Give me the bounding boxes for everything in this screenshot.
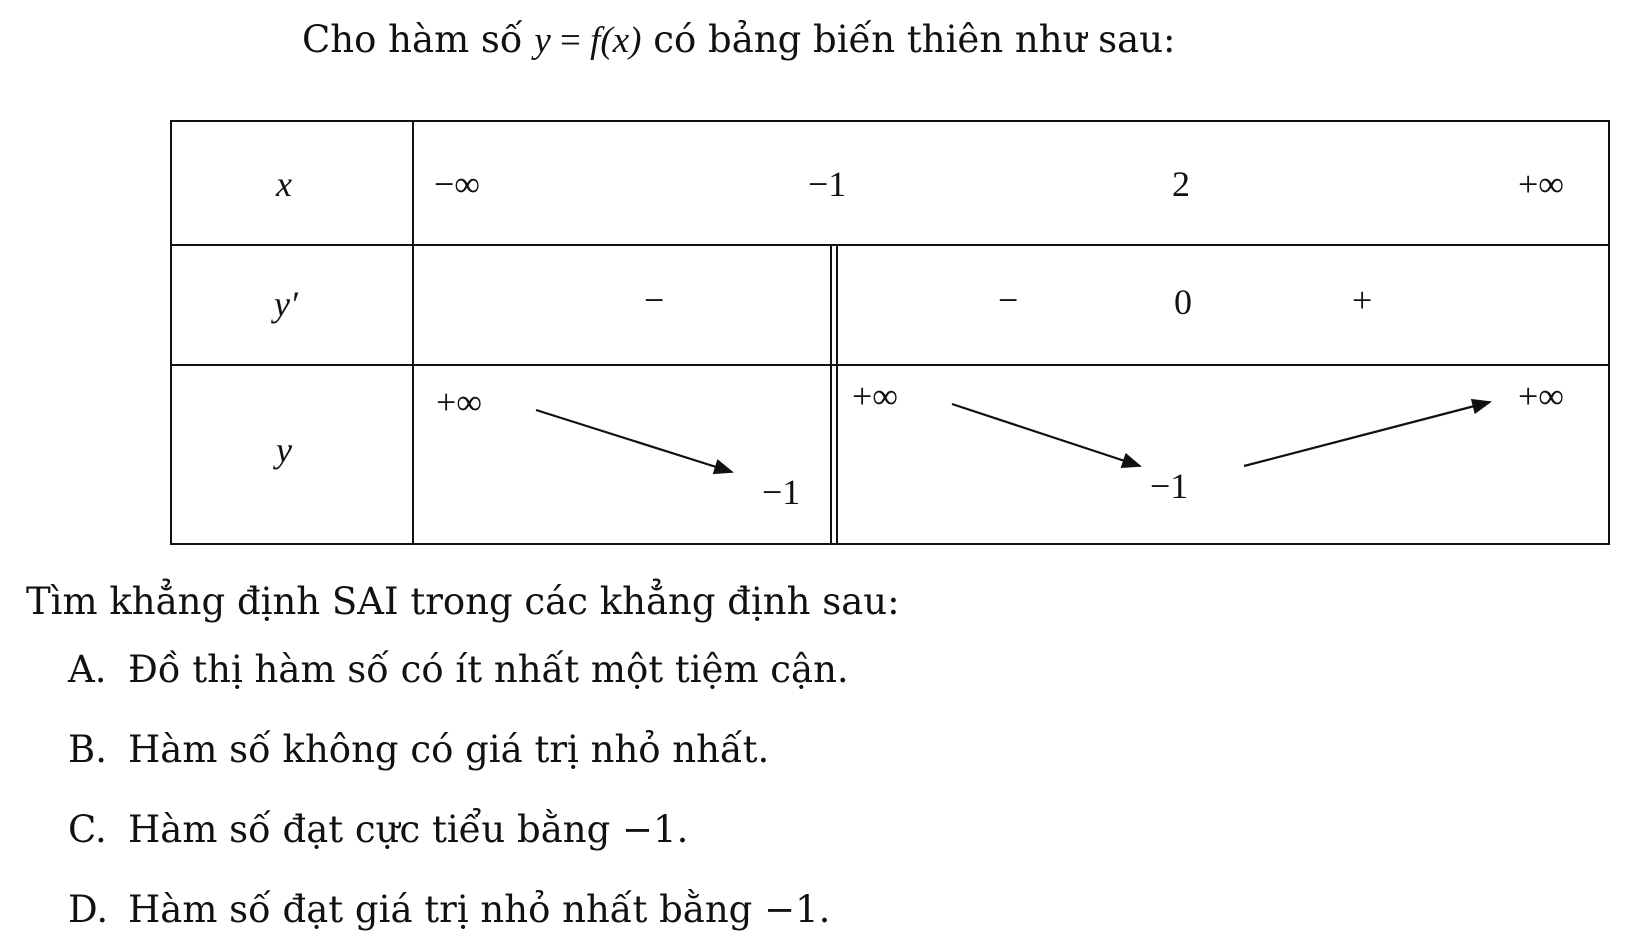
intro-prefix: Cho hàm số xyxy=(302,18,535,61)
increasing-arrow xyxy=(1244,402,1490,466)
derivative-sign-2: − xyxy=(998,280,1019,320)
variation-arrows xyxy=(172,122,1612,547)
option-b-text: Hàm số không có giá trị nhỏ nhất. xyxy=(128,728,770,771)
y-value-right-top-right: +∞ xyxy=(1518,376,1564,416)
question-text: Tìm khẳng định SAI trong các khẳng định sau: xyxy=(26,580,900,623)
option-a[interactable] xyxy=(68,648,849,691)
y-value-right-top-left: +∞ xyxy=(852,376,898,416)
intro-func-arg: (x) xyxy=(600,20,642,61)
x-value-neg-1: −1 xyxy=(808,164,847,204)
option-c-letter: C. xyxy=(68,808,107,851)
y-value-left-bottom: −1 xyxy=(762,472,801,512)
derivative-zero: 0 xyxy=(1174,282,1192,322)
option-c-text: Hàm số đạt cực tiểu bằng −1. xyxy=(128,808,689,851)
intro-suffix: có bảng biến thiên như sau: xyxy=(641,18,1176,61)
option-a-letter: A. xyxy=(68,648,107,691)
row-header-x: x xyxy=(276,164,292,204)
option-d-letter: D. xyxy=(68,888,109,931)
intro-func-y: y xyxy=(534,20,551,61)
option-d[interactable] xyxy=(68,888,830,931)
y-value-left-top: +∞ xyxy=(436,382,482,422)
option-b-letter: B. xyxy=(68,728,107,771)
problem-intro xyxy=(302,18,1176,62)
y-value-right-min: −1 xyxy=(1150,466,1189,506)
intro-func-f: f xyxy=(590,20,601,61)
option-c[interactable] xyxy=(68,808,688,851)
x-value-2: 2 xyxy=(1172,164,1190,204)
decreasing-arrow-right xyxy=(952,404,1140,466)
intro-equals: = xyxy=(550,20,591,61)
option-b[interactable] xyxy=(68,728,769,771)
x-value-neg-inf: −∞ xyxy=(434,164,480,204)
x-value-pos-inf: +∞ xyxy=(1518,164,1564,204)
decreasing-arrow-left xyxy=(536,410,732,472)
row-header-y-prime: y′ xyxy=(274,284,298,324)
option-a-text: Đồ thị hàm số có ít nhất một tiệm cận. xyxy=(128,648,849,691)
derivative-sign-3: + xyxy=(1352,280,1373,320)
row-header-y: y xyxy=(276,430,292,470)
derivative-sign-1: − xyxy=(644,280,665,320)
variation-table xyxy=(170,120,1610,545)
option-d-text: Hàm số đạt giá trị nhỏ nhất bằng −1. xyxy=(128,888,831,931)
